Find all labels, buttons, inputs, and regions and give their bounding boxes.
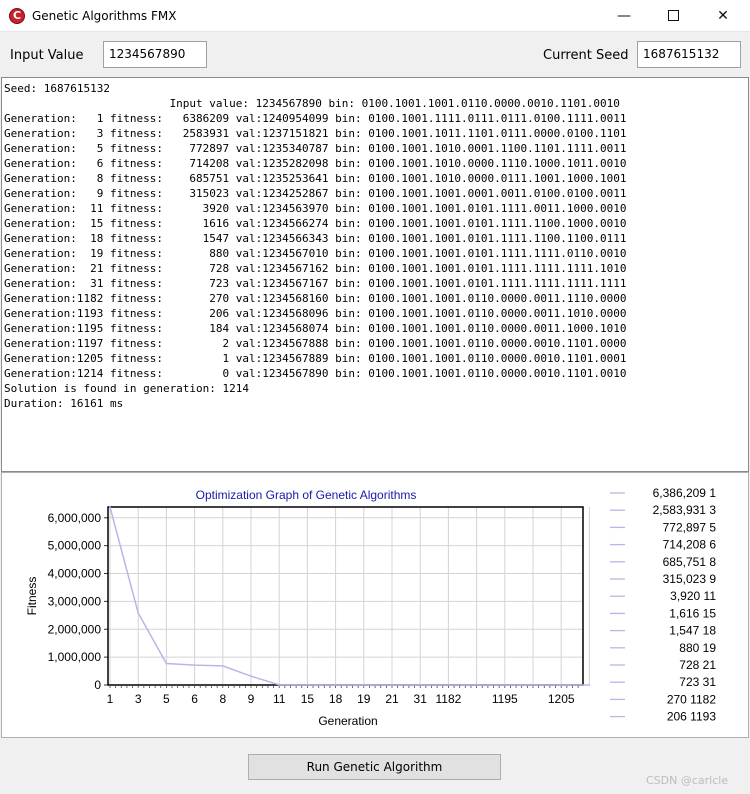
log-line: Generation:1193 fitness: 206 val:1234568096 bin: 0100.1001.1001.0110.0000.0011.1010.0000 — [4, 307, 627, 320]
close-button[interactable]: ✕ — [717, 8, 729, 24]
maximize-button[interactable] — [650, 0, 696, 32]
legend-entry: 685,751 8 — [662, 554, 716, 569]
x-tick-label: 1205 — [547, 692, 575, 706]
legend-entry: 772,897 5 — [662, 520, 716, 535]
input-value-label: Input Value — [10, 48, 84, 63]
log-line: Generation: 21 fitness: 728 val:1234567162 bin: 0100.1001.1001.0101.1111.1111.1111.1010 — [4, 262, 627, 275]
log-line: Generation:1197 fitness: 2 val:1234567888 bin: 0100.1001.1001.0110.0000.0010.1101.0000 — [4, 337, 627, 350]
log-line: Generation: 1 fitness: 6386209 val:1240954099 bin: 0100.1001.1111.0111.0111.0100.1111.0011 — [4, 112, 627, 125]
window-title: Genetic Algorithms FMX — [32, 9, 177, 23]
chart-panel — [1, 472, 749, 738]
x-tick-label: 1182 — [435, 692, 462, 706]
legend-entry: 880 19 — [679, 640, 716, 655]
y-tick-label: 3,000,000 — [47, 594, 101, 609]
plot-area — [108, 507, 583, 685]
x-tick-label: 21 — [385, 692, 399, 706]
log-line: Generation: 19 fitness: 880 val:1234567010 bin: 0100.1001.1001.0101.1111.1111.0110.0010 — [4, 247, 627, 260]
x-tick-label: 1195 — [491, 692, 518, 706]
log-line: Generation: 31 fitness: 723 val:1234567167 bin: 0100.1001.1001.0101.1111.1111.1111.1111 — [4, 277, 627, 290]
legend-entry: 1,547 18 — [669, 623, 716, 638]
optimization-chart — [2, 473, 750, 739]
chart-title: Optimization Graph of Genetic Algorithms — [195, 488, 417, 502]
data-point — [307, 684, 309, 686]
log-line: Solution is found in generation: 1214 — [4, 382, 250, 395]
x-tick-label: 3 — [134, 692, 142, 706]
log-line: Generation: 9 fitness: 315023 val:1234252867 bin: 0100.1001.1001.0001.0011.0100.0100.0011 — [4, 187, 627, 200]
minimize-button[interactable]: — — [617, 8, 631, 24]
x-tick-label: 5 — [163, 692, 170, 706]
data-point — [222, 665, 224, 667]
title-bar — [0, 0, 750, 32]
x-tick-label: 15 — [300, 692, 315, 706]
log-line: Input value: 1234567890 bin: 0100.1001.1001.0110.0000.0010.1101.0010 — [4, 97, 620, 110]
x-tick-label: 8 — [219, 692, 227, 706]
legend-entry: 315,023 9 — [662, 572, 716, 586]
log-line: Generation: 15 fitness: 1616 val:1234566274 bin: 0100.1001.1001.0101.1111.1100.1000.0010 — [4, 217, 627, 230]
data-point — [532, 684, 534, 686]
data-point — [250, 675, 252, 677]
x-tick-label: 6 — [191, 692, 198, 706]
legend-entry: 723 31 — [679, 675, 716, 690]
maximize-icon — [668, 10, 679, 21]
x-tick-label: 9 — [247, 692, 255, 706]
log-line: Generation:1205 fitness: 1 val:1234567889 bin: 0100.1001.1001.0110.0000.0010.1101.0001 — [4, 352, 627, 365]
legend-entry: 270 1182 — [666, 692, 716, 707]
log-line: Seed: 1687615132 — [4, 82, 110, 95]
data-point — [278, 684, 280, 686]
log-line: Generation: 11 fitness: 3920 val:1234563970 bin: 0100.1001.1001.0101.1111.0011.1000.0010 — [4, 202, 627, 215]
x-tick-label: 11 — [272, 692, 286, 706]
x-axis-label: Generation — [318, 714, 378, 728]
legend-entry: 206 1193 — [666, 709, 716, 724]
y-axis-label: Fitness — [25, 576, 39, 616]
data-point — [109, 506, 111, 508]
y-tick-label: 6,000,000 — [47, 510, 101, 525]
x-tick-label: 31 — [413, 692, 427, 706]
run-algorithm-button[interactable]: Run Genetic Algorithm — [248, 754, 501, 780]
x-tick-label: 19 — [357, 692, 371, 706]
legend-entry: 714,208 6 — [662, 537, 716, 552]
data-point — [589, 684, 591, 686]
y-tick-label: 0 — [94, 678, 101, 692]
log-line: Generation:1195 fitness: 184 val:1234568074 bin: 0100.1001.1001.0110.0000.0011.1000.1010 — [4, 322, 627, 335]
y-tick-label: 4,000,000 — [47, 566, 101, 581]
watermark: CSDN @carlcle — [646, 774, 729, 787]
y-tick-label: 1,000,000 — [47, 650, 101, 665]
log-line: Generation:1214 fitness: 0 val:1234567890 bin: 0100.1001.1001.0110.0000.0010.1101.0010 — [4, 367, 627, 380]
data-point — [504, 684, 506, 686]
data-point — [391, 684, 393, 686]
y-tick-label: 5,000,000 — [47, 538, 101, 553]
data-point — [419, 684, 421, 686]
legend-entry: 3,920 11 — [670, 589, 716, 604]
legend-entry: 6,386,209 1 — [652, 486, 716, 500]
log-output[interactable] — [1, 77, 749, 472]
data-point — [194, 664, 196, 666]
log-line: Generation: 5 fitness: 772897 val:1235340787 bin: 0100.1001.1010.0001.1100.1101.1111.0011 — [4, 142, 627, 155]
current-seed-field[interactable]: 1687615132 — [637, 41, 741, 68]
y-tick-label: 2,000,000 — [47, 622, 101, 637]
data-point — [448, 684, 450, 686]
legend-entry: 728 21 — [679, 658, 716, 672]
data-point — [476, 684, 478, 686]
log-line: Generation: 8 fitness: 685751 val:1235253641 bin: 0100.1001.1010.0000.0111.1001.1000.1001 — [4, 172, 627, 185]
x-tick-label: 1 — [106, 692, 114, 706]
input-value-field[interactable]: 1234567890 — [103, 41, 207, 68]
data-point — [363, 684, 365, 686]
data-point — [166, 663, 168, 665]
legend-entry: 1,616 15 — [669, 606, 716, 621]
legend-entry: 2,583,931 3 — [652, 503, 716, 518]
data-point — [560, 684, 562, 686]
log-line: Generation: 18 fitness: 1547 val:1234566343 bin: 0100.1001.1001.0101.1111.1100.1100.0111 — [4, 232, 627, 245]
data-point — [137, 612, 139, 614]
log-line: Duration: 16161 ms — [4, 397, 124, 410]
log-line: Generation: 6 fitness: 714208 val:1235282098 bin: 0100.1001.1010.0000.1110.1000.1011.0010 — [4, 157, 627, 170]
data-point — [335, 684, 337, 686]
log-line: Generation:1182 fitness: 270 val:1234568160 bin: 0100.1001.1001.0110.0000.0011.1110.0000 — [4, 292, 627, 305]
current-seed-label: Current Seed — [543, 48, 629, 63]
x-tick-label: 18 — [328, 692, 343, 706]
app-logo-icon: C — [9, 8, 25, 24]
log-line: Generation: 3 fitness: 2583931 val:1237151821 bin: 0100.1001.1011.1101.0111.0000.0100.1101 — [4, 127, 627, 140]
